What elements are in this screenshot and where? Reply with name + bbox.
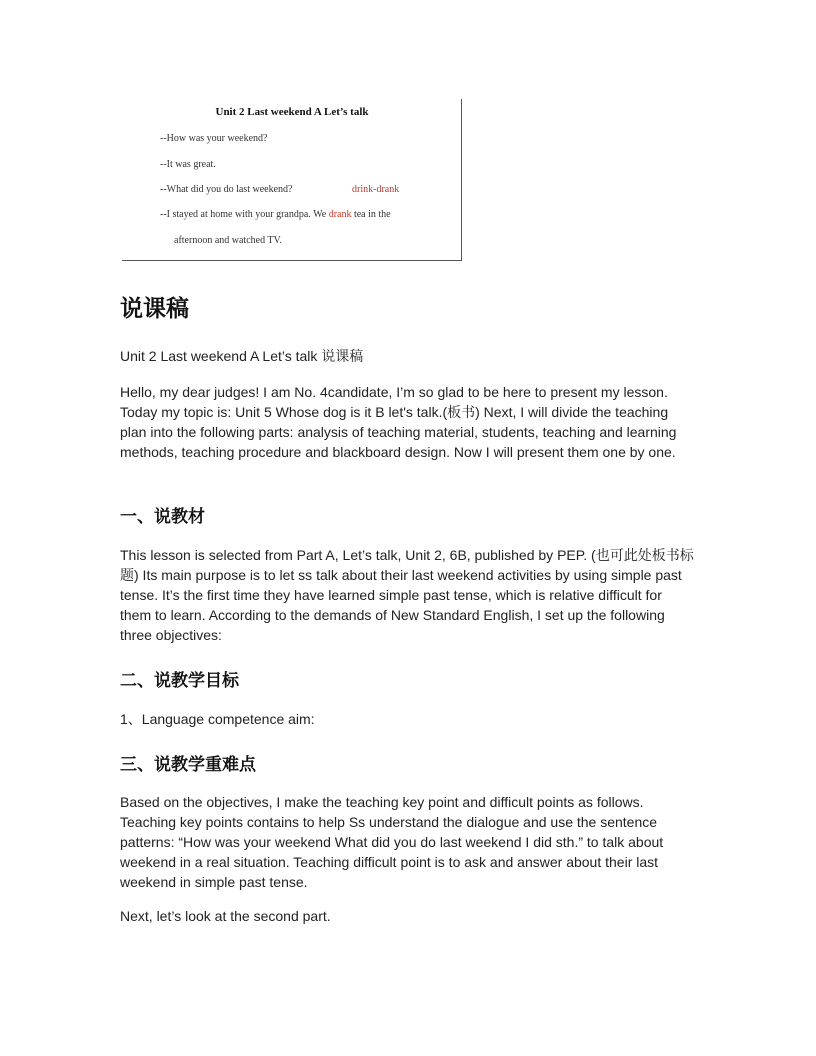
board-title: Unit 2 Last weekend A Let’s talk (215, 106, 369, 118)
blackboard-image (122, 99, 462, 261)
board-line: --How was your weekend? (160, 133, 268, 144)
board-line: --What did you do last weekend? (160, 184, 293, 195)
intro-paragraph: Hello, my dear judges! I am No. 4candidate, I’m so glad to be here to present my lesson. Today my topic is: Unit 5 Whose dog is it B let's talk.(板书) Next, I will divide the teaching plan into the following parts: analysis of teaching material, students, teaching and learning methods, teaching procedure and blackboard design. Now I will present them one by one. (120, 384, 677, 460)
page-title: 说课稿 (120, 295, 189, 321)
section-paragraph: 1、Language competence aim: (120, 711, 315, 727)
board-line: --It was great. (160, 159, 216, 170)
section-paragraph: Based on the objectives, I make the teaching key point and difficult points as follows. Teaching key points contains to help Ss understand the dialogue and use the sentence patterns: “How was your weekend What did you do last weekend I did sth.” to talk about weekend in a real situation. Teaching difficult point is to ask and answer about their last weekend in simple past tense. (120, 794, 664, 890)
closing-line: Next, let’s look at the second part. (120, 908, 331, 924)
section-paragraph: This lesson is selected from Part A, Let’s talk, Unit 2, 6B, published by PEP. (也可此处板书标题) Its main purpose is to let ss talk about their last weekend activities by using simple past tense. It’s the first time they have learned simple past tense, which is relative difficult for them to learn. According to the demands of New Standard English, I set up the following three objectives: (120, 547, 694, 643)
board-line: afternoon and watched TV. (174, 235, 282, 246)
section-heading: 二、说教学目标 (120, 671, 239, 690)
board-line: --I stayed at home with your grandpa. We drank tea in the (160, 209, 391, 220)
board-note: drink-drank (352, 184, 400, 195)
section-heading: 一、说教材 (120, 507, 205, 526)
subtitle: Unit 2 Last weekend A Let’s talk 说课稿 (120, 348, 364, 364)
section-heading: 三、说教学重难点 (120, 755, 256, 774)
